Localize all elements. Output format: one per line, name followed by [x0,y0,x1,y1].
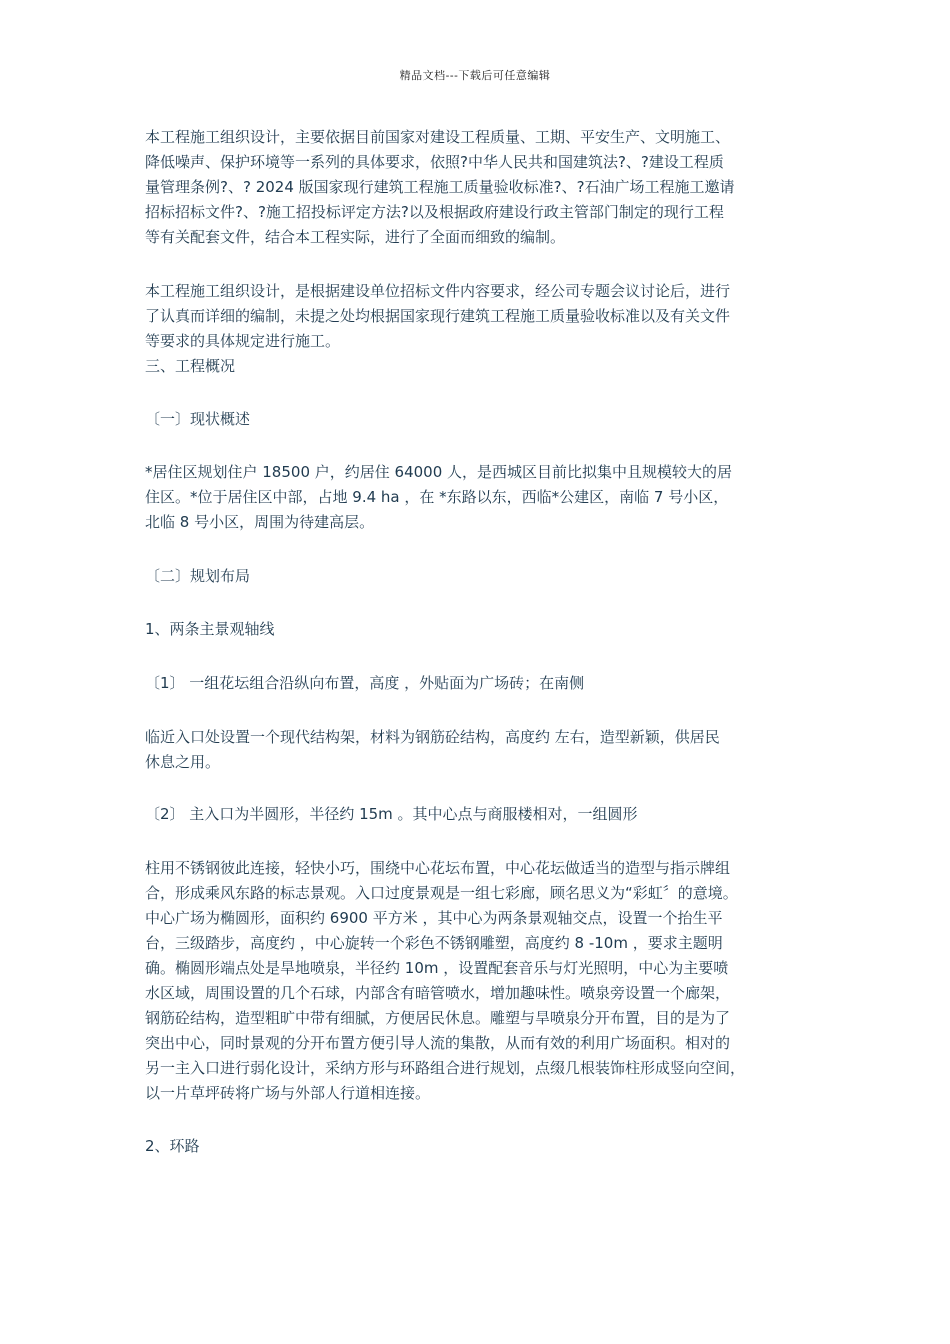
text-line: 水区域，周围设置的几个石球，内部含有暗管喷水，增加趣味性。喷泉旁设置一个廊架， [145,984,731,1002]
text-line: 中心广场为椭圆形，面积约 6900 平方米 ，其中心为两条景观轴交点，设置一个抬生平 [145,909,723,927]
section-heading-overview: 三、工程概况 [145,357,236,375]
paragraph-central-plaza [145,856,810,1106]
text-line: 以一片草坪砖将广场与外部人行道相连接。 [145,1084,431,1102]
paragraph-structure-frame [145,725,810,775]
text-line: 突出中心，同时景观的分开布置方便引导人流的集散，从而有效的利用广场面积。相对的 [145,1034,731,1052]
subheading-text: 〔二〕规划布局 [145,567,251,585]
paragraph-residential-area [145,460,810,535]
text-line: 临近入口处设置一个现代结构架，材料为钢筋砼结构，高度约 左右，造型新颖，供居民 [145,728,720,746]
text-line: 确。椭圆形端点处是旱地喷泉，半径约 10m ，设置配套音乐与灯光照明，中心为主要喷 [145,959,729,977]
paragraph-compilation [145,279,810,379]
text-line: 本工程施工组织设计，是根据建设单位招标文件内容要求，经公司专题会议讨论后，进行 [145,282,731,300]
paragraph-basis [145,125,810,250]
text-line: 量管理条例?、? 2024 版国家现行建筑工程施工质量验收标准?、?石油广场工程施工邀请 [145,178,735,196]
item-main-entrance [145,802,810,827]
heading-text: 2、环路 [145,1137,200,1155]
text-line: 台，三级踏步，高度约 ，中心旋转一个彩色不锈钢雕塑，高度约 8 -10m ，要求主题明 [145,934,723,952]
text-line: 住区。*位于居住区中部，占地 9.4 ha ，在 *东路以东，西临*公建区，南临 7 号小区， [145,488,729,506]
subheading-text: 〔一〕现状概述 [145,410,251,428]
text-line: 钢筋砼结构，造型粗旷中带有细腻，方便居民休息。雕塑与旱喷泉分开布置，目的是为了 [145,1009,731,1027]
subheading-planning-layout [145,564,810,589]
heading-text: 1、两条主景观轴线 [145,620,275,638]
text-line: 招标招标文件?、?施工招投标评定方法?以及根据政府建设行政主管部门制定的现行工程 [145,203,724,221]
subheading-current-status [145,407,810,432]
page-header: 精品文档---下载后可任意编辑 [399,69,551,82]
item-flower-beds [145,671,810,696]
text-line: 降低噪声、保护环境等一系列的具体要求，依照?中华人民共和国建筑法?、?建设工程质 [145,153,724,171]
text-line: 合，形成乘风东路的标志景观。入口过度景观是一组七彩廊，顾名思义为“彩虹〞的意境。 [145,884,738,902]
text-line: 〔2〕 主入口为半圆形，半径约 15m 。其中心点与商服楼相对，一组圆形 [145,805,638,823]
text-line: 另一主入口进行弱化设计，采纳方形与环路组合进行规划，点缀几根装饰柱形成竖向空间， [145,1059,746,1077]
heading-ring-road [145,1134,810,1159]
text-line: *居住区规划住户 18500 户，约居住 64000 人，是西城区目前比拟集中且规模较大的居 [145,463,733,481]
text-line: 〔1〕 一组花坛组合沿纵向布置，高度 ，外贴面为广场砖；在南侧 [145,674,585,692]
heading-landscape-axes [145,617,810,642]
text-line: 北临 8 号小区，周围为待建高层。 [145,513,375,531]
text-line: 休息之用。 [145,753,221,771]
text-line: 等有关配套文件，结合本工程实际，进行了全面而细致的编制。 [145,228,566,246]
text-line: 等要求的具体规定进行施工。 [145,332,341,350]
text-line: 本工程施工组织设计，主要依据目前国家对建设工程质量、工期、平安生产、文明施工、 [145,128,731,146]
text-line: 柱用不锈钢彼此连接，轻快小巧，围绕中心花坛布置，中心花坛做适当的造型与指示牌组 [145,859,731,877]
text-line: 了认真而详细的编制，未提之处均根据国家现行建筑工程施工质量验收标准以及有关文件 [145,307,731,325]
